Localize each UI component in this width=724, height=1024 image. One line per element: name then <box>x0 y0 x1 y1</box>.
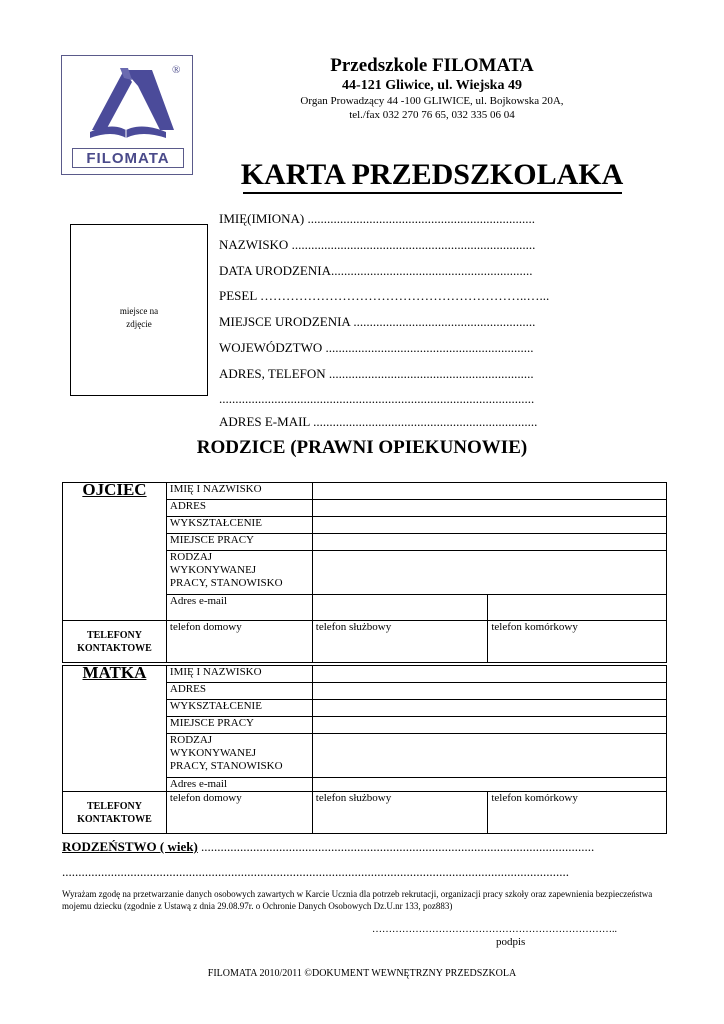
father-row-label: RODZAJ WYKONYWANEJ PRACY, STANOWISKO <box>166 551 312 595</box>
signature-label: podpis <box>496 936 526 948</box>
father-title: OJCIEC <box>63 483 167 621</box>
child-pesel-field[interactable]: PESEL ……………………………………………………..…... <box>219 288 550 303</box>
father-email-field[interactable] <box>312 595 488 621</box>
photo-label: miejsce na zdjęcie <box>119 306 159 329</box>
siblings-label: RODZEŃSTWO ( wiek) <box>62 839 198 854</box>
mother-row-label: MIEJSCE PRACY <box>166 717 312 734</box>
father-email-field-2[interactable] <box>488 595 667 621</box>
mother-name-field[interactable] <box>312 666 666 683</box>
child-last-name-field[interactable]: NAZWISKO ........................................................................... <box>219 237 536 252</box>
father-work-phone[interactable]: telefon służbowy <box>312 621 488 663</box>
logo-wordmark: FILOMATA <box>72 148 184 168</box>
siblings-line[interactable] <box>62 839 594 855</box>
mother-title: MATKA <box>63 666 167 792</box>
father-row-label: ADRES <box>166 500 312 517</box>
mother-row-label: ADRES <box>166 683 312 700</box>
father-mobile-phone[interactable]: telefon komórkowy <box>488 621 667 663</box>
parents-title: RODZICE (PRAWNI OPIEKUNOWIE) <box>196 437 528 458</box>
mother-workplace-field[interactable] <box>312 717 666 734</box>
child-address-phone-field[interactable]: ADRES, TELEFON ............................................................... <box>219 366 534 381</box>
father-phones-title: TELEFONY KONTAKTOWE <box>63 621 167 663</box>
mother-table <box>62 665 667 834</box>
page-title: KARTA PRZEDSZKOLAKA <box>240 158 624 191</box>
mother-education-field[interactable] <box>312 700 666 717</box>
father-row-label: Adres e-mail <box>166 595 312 621</box>
phone-info: tel./fax 032 270 76 65, 032 335 06 04 <box>349 109 515 121</box>
child-email-field[interactable]: ADRES E-MAIL ..................................................................... <box>219 414 538 429</box>
father-address-field[interactable] <box>312 500 666 517</box>
child-birth-date-field[interactable]: DATA URODZENIA.............................................................. <box>219 263 533 278</box>
organ-info: Organ Prowadzący 44 -100 GLIWICE, ul. Bojkowska 20A, <box>300 95 564 107</box>
mother-row-label: Adres e-mail <box>166 778 312 792</box>
father-row-label: MIEJSCE PRACY <box>166 534 312 551</box>
mother-phones-title: TELEFONY KONTAKTOWE <box>63 792 167 834</box>
footer: FILOMATA 2010/2011 ©DOKUMENT WEWNĘTRZNY PRZEDSZKOLA <box>207 968 517 979</box>
mother-home-phone[interactable]: telefon domowy <box>166 792 312 834</box>
registered-mark: ® <box>172 64 181 76</box>
mother-work-phone[interactable]: telefon służbowy <box>312 792 488 834</box>
father-education-field[interactable] <box>312 517 666 534</box>
mother-job-field[interactable] <box>312 734 666 778</box>
title-underline <box>243 192 622 194</box>
school-name: Przedszkole FILOMATA <box>330 55 534 76</box>
school-address: 44-121 Gliwice, ul. Wiejska 49 <box>342 78 522 93</box>
father-workplace-field[interactable] <box>312 534 666 551</box>
mother-row-label: RODZAJ WYKONYWANEJ PRACY, STANOWISKO <box>166 734 312 778</box>
child-birth-place-field[interactable]: MIEJSCE URODZENIA ........................................................ <box>219 314 536 329</box>
child-voivodeship-field[interactable]: WOJEWÓDZTWO ................................................................ <box>219 340 534 355</box>
father-row-label: IMIĘ I NAZWISKO <box>166 483 312 500</box>
siblings-dots-line[interactable]: ............................................................................................................................................................ <box>62 864 569 879</box>
father-table <box>62 482 667 663</box>
father-name-field[interactable] <box>312 483 666 500</box>
mother-row-label: WYKSZTAŁCENIE <box>166 700 312 717</box>
father-job-field[interactable] <box>312 551 666 595</box>
siblings-dots: ......................................................................................................................... <box>201 839 595 854</box>
photo-box <box>70 224 208 396</box>
consent-text: Wyrażam zgodę na przetwarzanie danych osobowych zawartych w Karcie Ucznia dla potrzeb rekrutacji, organizacji pracy szkoły oraz zapewnienia bezpieczeństwa mojemu dziecku (zgodnie z Ustawą z dnia 29.08.97r. o Ochronie Danych Osobowych Dz.U.nr 133, poz883) <box>62 889 653 911</box>
child-first-name-field[interactable]: IMIĘ(IMIONA) ...................................................................... <box>219 211 535 226</box>
mother-row-label: IMIĘ I NAZWISKO <box>166 666 312 683</box>
signature-line[interactable]: ……………………………………………………………….. <box>372 924 617 935</box>
child-address-phone-field-2[interactable]: ................................................................................................. <box>219 391 535 406</box>
mother-email-field[interactable] <box>312 778 666 792</box>
father-home-phone[interactable]: telefon domowy <box>166 621 312 663</box>
mother-address-field[interactable] <box>312 683 666 700</box>
mother-mobile-phone[interactable]: telefon komórkowy <box>488 792 667 834</box>
father-row-label: WYKSZTAŁCENIE <box>166 517 312 534</box>
